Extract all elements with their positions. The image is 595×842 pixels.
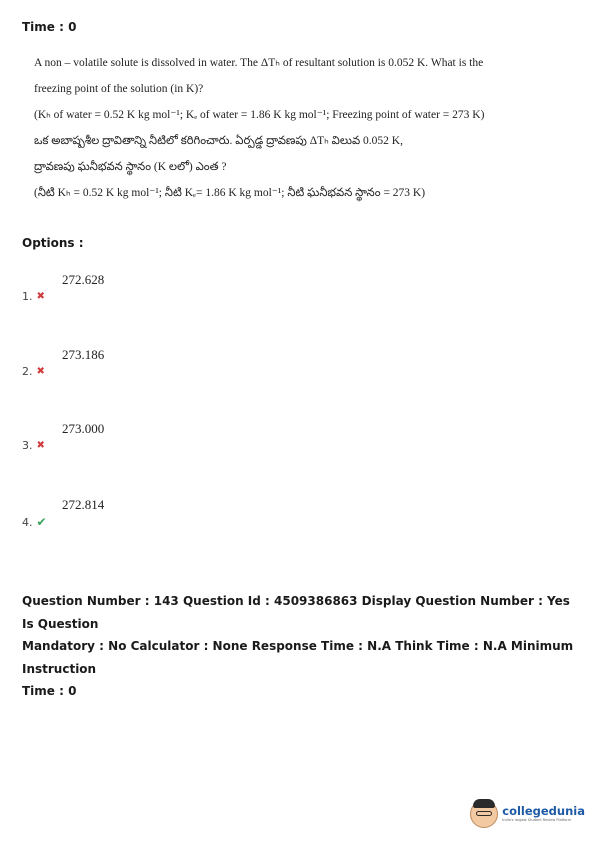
mascot-icon: [470, 800, 498, 828]
question-line-1: A non – volatile solute is dissolved in water. The ΔTₕ of resultant solution is 0.052 K. What is the: [34, 57, 484, 69]
option-4-number: 4. ✔: [22, 515, 47, 529]
option-1[interactable]: [22, 272, 322, 332]
option-3-number: 3. ✖: [22, 439, 45, 452]
metadata-line-3: Time : 0: [22, 684, 77, 698]
question-line-4: ఒక అబాష్పశీల ద్రావితాన్ని నీటిలో కరిగించారు. ఏర్పడ్డ ద్రావణపు ΔTₕ విలువ 0.052 K,: [34, 135, 403, 147]
options-heading: Options :: [22, 236, 84, 250]
check-icon: ✔: [36, 515, 47, 529]
option-3[interactable]: [22, 421, 322, 481]
cross-icon: ✖: [36, 366, 45, 377]
metadata-line-2: Mandatory : No Calculator : None Response Time : N.A Think Time : N.A Minimum Instruction: [22, 639, 574, 676]
option-2-value: 273.186: [62, 347, 105, 362]
cross-icon: ✖: [36, 291, 45, 302]
option-1-number: 1. ✖: [22, 290, 45, 303]
logo-tagline: India's largest Student Review Platform: [502, 818, 572, 822]
question-line-6: (నీటి Kₕ = 0.52 K kg mol⁻¹; నీటి Kₑ= 1.86 K kg mol⁻¹; నీటి ఘనీభవన స్థానం = 273 K): [34, 187, 426, 199]
option-4-value: 272.814: [62, 497, 105, 512]
question-text: [34, 50, 554, 206]
question-line-5: ద్రావణపు ఘనీభవన స్థానం (K లలో) ఎంత ?: [34, 161, 227, 173]
collegedunia-logo: [470, 800, 585, 828]
option-2[interactable]: [22, 347, 322, 407]
option-2-number: 2. ✖: [22, 365, 45, 378]
question-metadata: [22, 590, 582, 703]
option-3-value: 273.000: [62, 421, 105, 436]
question-line-2: freezing point of the solution (in K)?: [34, 83, 204, 95]
logo-name: collegedunia: [502, 804, 585, 818]
metadata-line-1: Question Number : 143 Question Id : 4509386863 Display Question Number : Yes Is Question: [22, 594, 570, 631]
option-4[interactable]: [22, 497, 322, 557]
time-label: Time : 0: [22, 20, 77, 34]
cross-icon: ✖: [36, 440, 45, 451]
option-1-value: 272.628: [62, 272, 105, 287]
question-line-3: (Kₕ of water = 0.52 K kg mol⁻¹; Kₑ of water = 1.86 K kg mol⁻¹; Freezing point of water = 273 K): [34, 109, 485, 121]
